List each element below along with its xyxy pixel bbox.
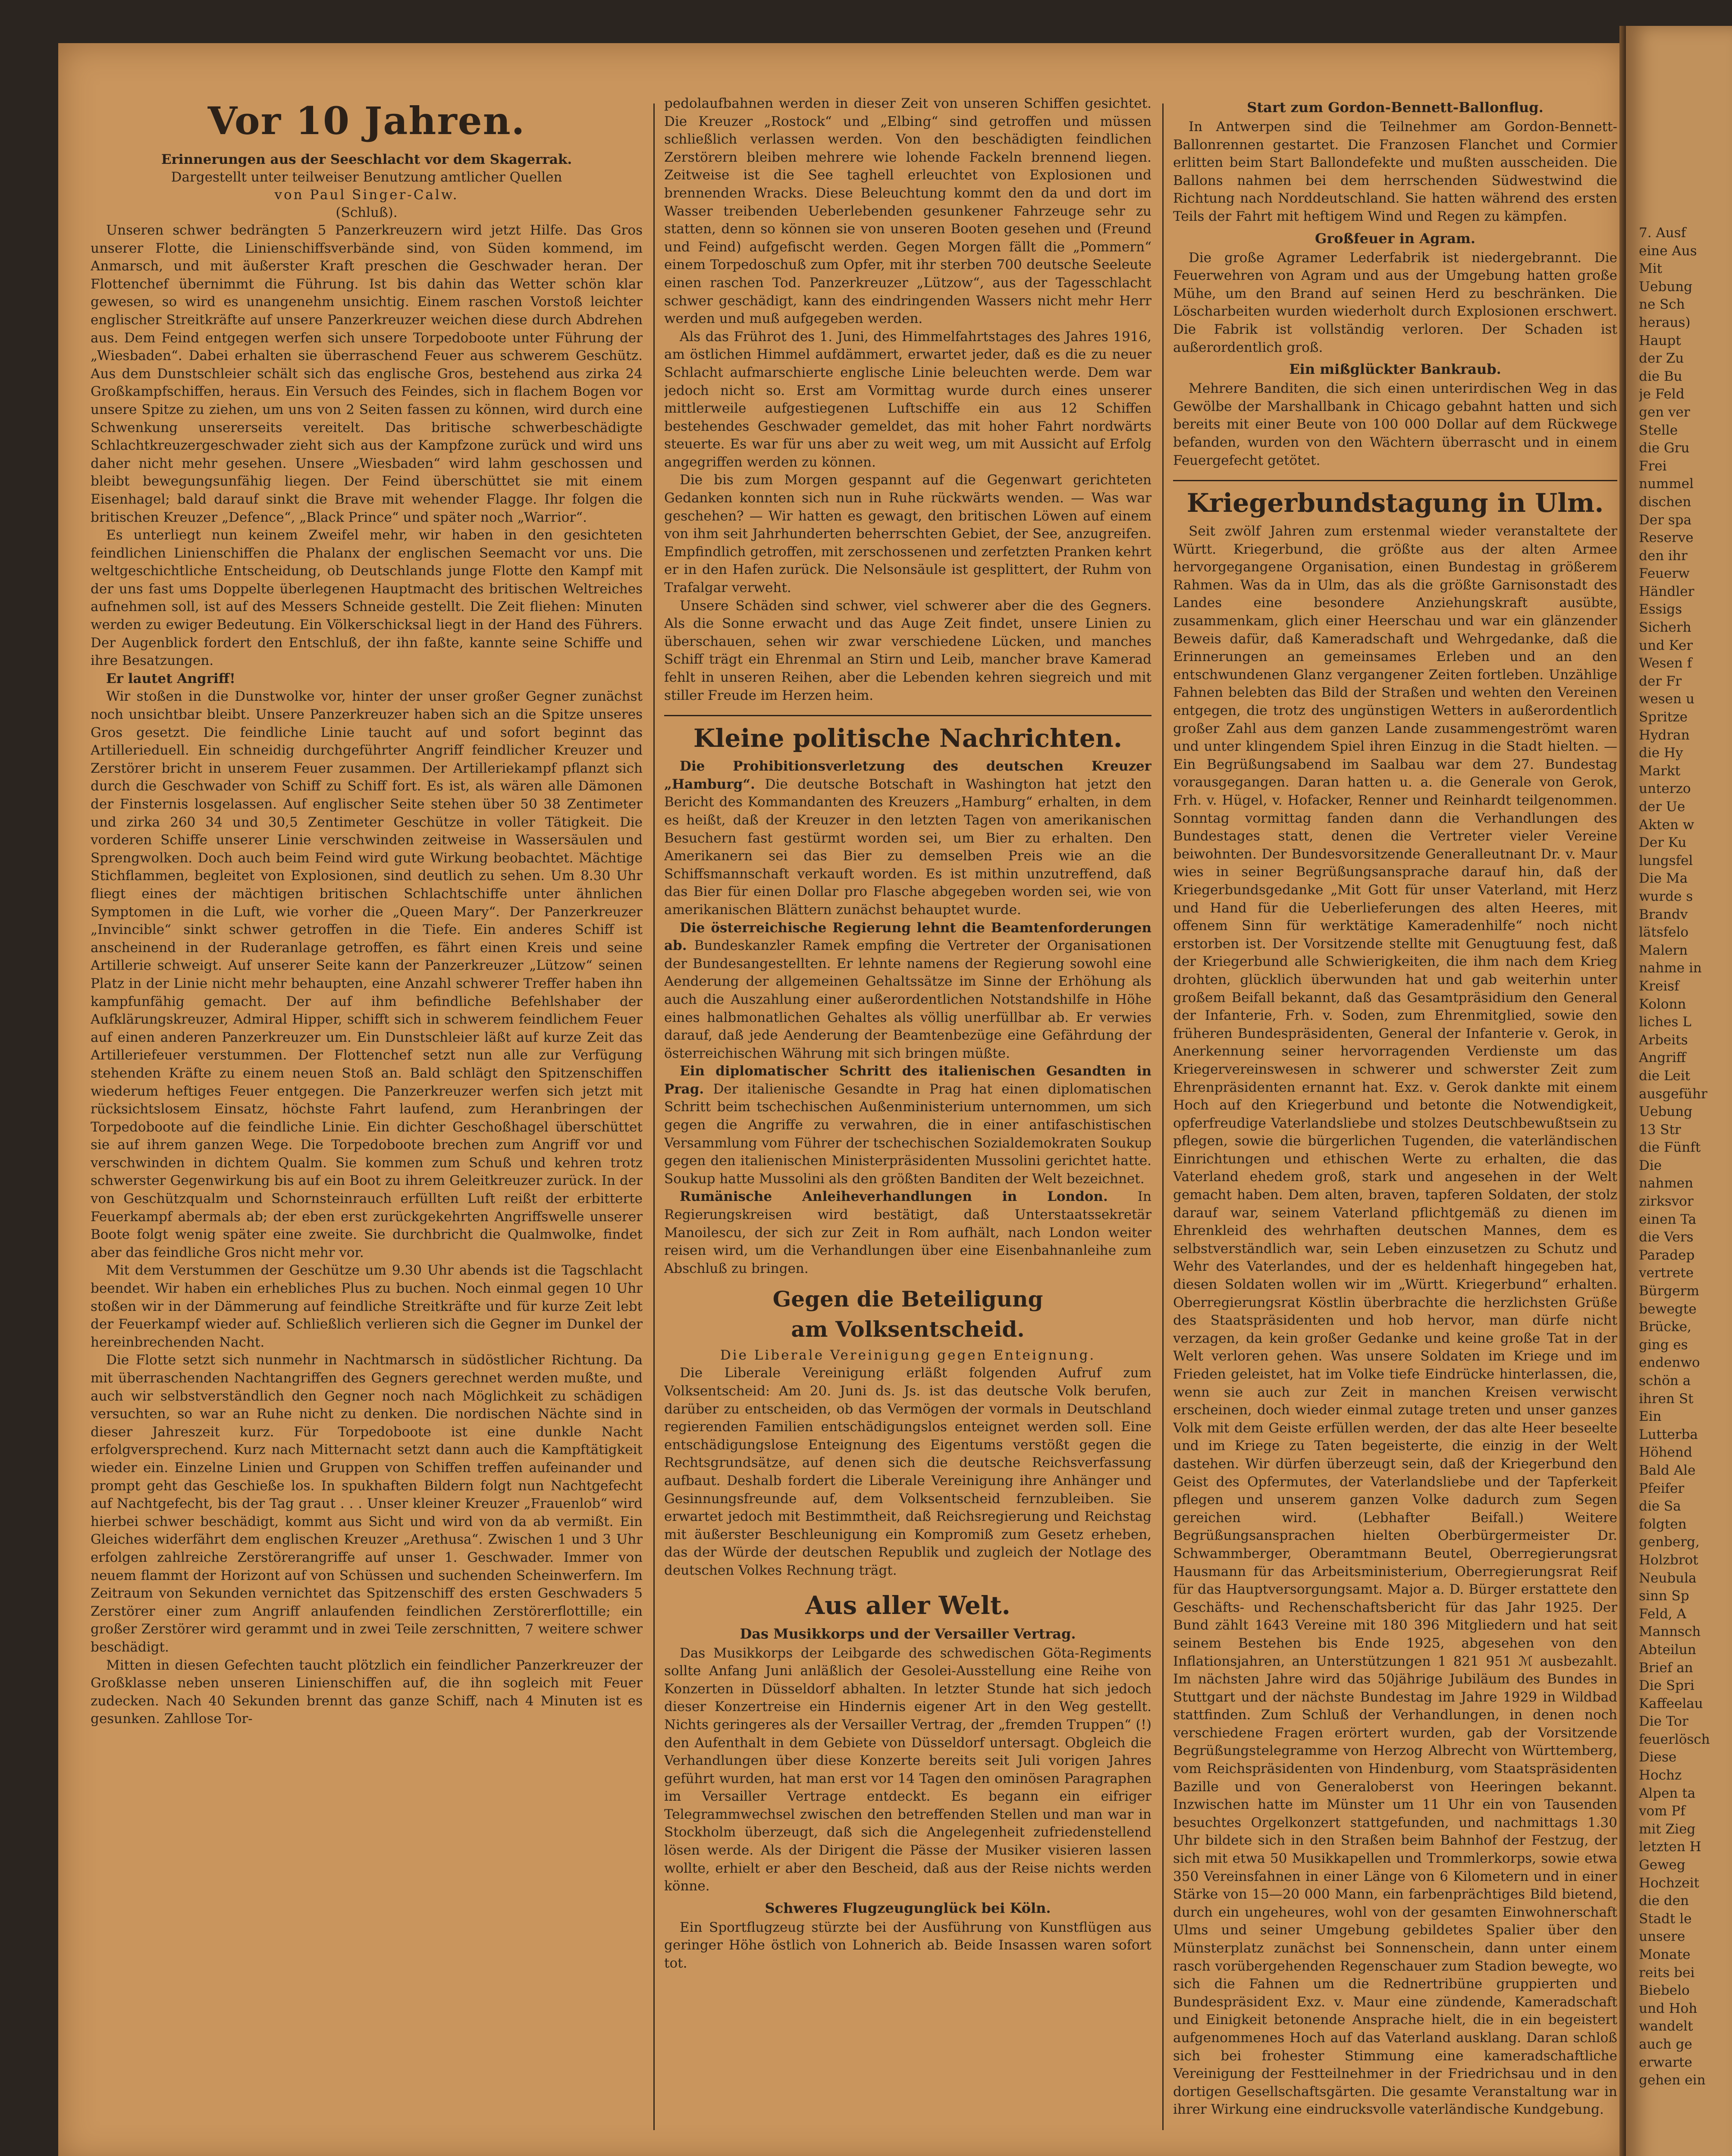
next-page-fragment-line: Brandv: [1639, 906, 1688, 922]
next-page-fragment-line: sinn Sp: [1639, 1588, 1689, 1604]
next-page-fragment-line: ne Sch: [1639, 297, 1685, 313]
next-page-fragment-line: schön a: [1639, 1373, 1691, 1388]
next-page-fragment-line: Arbeits: [1639, 1032, 1688, 1048]
next-page-fragment-line: Brief an: [1639, 1660, 1693, 1676]
article-heading: Großfeuer in Agram.: [1315, 230, 1475, 247]
next-page-fragment-line: Kaffeelau: [1639, 1695, 1703, 1711]
next-page-fragment-line: Malern: [1639, 942, 1688, 958]
next-page-fragment-line: Der spa: [1639, 512, 1692, 528]
next-page-fragment-line: den ihr: [1639, 548, 1688, 564]
paragraph: Die Flotte setzt sich nunmehr in Nachtmarsch in südöstlicher Richtung. Da mit überraschenden Nachtangriffen des Gegners gerechnet werden mußte, und auch wir selbstverständlich den Gegner noch nach Möglichkeit zu schädigen versuchten, so war an Ruhe nicht zu denken. Die nordischen Nächte sind in dieser Jahreszeit kurz. Für Torpedoboote ist eine dunkle Nacht erfolgversprechend. Kurz nach Mitternacht setzt dann auch die Kampftätigkeit wieder ein. Einzelne Linien und Gruppen von Schiffen treffen aufeinander und prompt geht das Geschieße los. In spukhaften Bildern folgt nun Nachtgefecht auf Nachtgefecht, bis der Tag graut . . . Unser kleiner Kreuzer „Frauenlob“ wird hierbei schwer beschädigt, kommt aus Sicht und wird von da ab vermißt. Ein Gleiches widerfährt dem englischen Kreuzer „Arethusa“. Zwischen 1 und 3 Uhr erfolgen zahlreiche Zerstörerangriffe auf unser 1. Geschwader. Immer von neuem flammt der Horizont auf von Schüssen und suchenden Scheinwerfern. Im Zeitraum von Sekunden vernichtet das Spitzenschiff des ersten Geschwaders 5 Zerstörer einer zum Angriff anlaufenden feindlichen Zerstörerflottille; ein großer Zerstörer wird gerammt und in zwei Teile zerschnitten, 7 weitere schwer beschädigt.: [91, 1352, 643, 1655]
next-page-fragment-line: wandelt: [1639, 2018, 1693, 2034]
next-page-fragment-line: wesen u: [1639, 691, 1694, 707]
next-page-fragment-line: der Ue: [1639, 799, 1685, 815]
newspaper-page: [58, 43, 1628, 2156]
next-page-fragment-line: der Zu: [1639, 351, 1684, 367]
next-page-fragment-line: mit Zieg: [1639, 1821, 1696, 1837]
news-lead: Die Prohibitionsverletzung des deutschen Kreuzer „Hamburg“.: [664, 758, 1152, 792]
next-page-fragment-line: die Hy: [1639, 745, 1683, 761]
section-heading: am Volksentscheid.: [791, 1316, 1025, 1342]
paragraph: Ein Sportflugzeug stürzte bei der Ausführung von Kunstflügen aus geringer Höhe östlich von Lohnerich ab. Beide Insassen waren sofort tot.: [664, 1919, 1152, 1971]
next-page-fragment-line: Die Spri: [1639, 1678, 1694, 1694]
next-page-fragment-line: Ein: [1639, 1409, 1662, 1425]
next-page-fragment-line: Uebung: [1639, 1104, 1693, 1120]
next-page-fragment-line: Lutterba: [1639, 1426, 1698, 1442]
next-page-fragment-line: gen ver: [1639, 404, 1690, 420]
next-page-fragment-line: letzten H: [1639, 1839, 1701, 1855]
next-page-fragment-line: Sicherh: [1639, 620, 1691, 636]
next-page-fragment-line: die Leit: [1639, 1068, 1691, 1084]
next-page-fragment-line: Essigs: [1639, 602, 1682, 617]
column-rule: [653, 103, 655, 2130]
next-page-fragment-line: Alpen ta: [1639, 1785, 1696, 1801]
section-heading: Kriegerbundstagung in Ulm.: [1186, 488, 1604, 519]
section-heading: Kleine politische Nachrichten.: [693, 724, 1123, 753]
next-page-fragment-line: Pfeifer: [1639, 1480, 1685, 1496]
next-page-fragment-line: Stadt le: [1639, 1911, 1692, 1927]
next-page-fragment-line: Die: [1639, 1157, 1662, 1173]
next-page-fragment-line: Feuerw: [1639, 566, 1690, 582]
paragraph: In Antwerpen sind die Teilnehmer am Gordon-Bennett-Ballonrennen gestartet. Die Franzosen Flanchet und Cormier erlitten beim Start Ballondefekte und mußten ausscheiden. Die Ballons nahmen bei dem herrschenden Südwestwind die Richtung nach Norddeutschland. Sie hatten während des ersten Teils der Fahrt mit heftigem Wind und Regen zu kämpfen.: [1173, 119, 1617, 224]
next-page-fragment-line: Bürgerm: [1639, 1283, 1699, 1299]
next-page-fragment-line: Frei: [1639, 458, 1667, 474]
next-page-fragments: [1639, 224, 1732, 2090]
paragraph: pedolaufbahnen werden in dieser Zeit von unseren Schiffen gesichtet. Die Kreuzer „Rostock“ und „Elbing“ sind getroffen und müssen schließlich verlassen werden. Von den beschädigten feindlichen Zerstörern bleiben mehrere wie lohende Fackeln brennend liegen. Zeitweise ist die See taghell erleuchtet von Explosionen und brennenden Wracks. Diese Beleuchtung kommt den da und dort im Wasser treibenden Ueberlebenden gesunkener Fahrzeuge sehr zu statten, denn so können sie von unseren Booten gesehen und (Freund und Feind) aufgefischt werden. Gegen Morgen fällt die „Pommern“ einem Torpedoschuß zum Opfer, mit ihr sterben 700 deutsche Seeleute einen raschen Tod. Panzerkreuzer „Lützow“, aus der Tagesschlacht schwer geschädigt, kann des eindringenden Wassers nicht mehr Herr werden und muß aufgegeben werden.: [664, 96, 1152, 327]
next-page-fragment-line: Kolonn: [1639, 996, 1686, 1012]
next-page-fragment-line: nahmen: [1639, 1175, 1694, 1191]
next-page-fragment-line: Kreisf: [1639, 978, 1679, 994]
next-page-fragment-line: Markt: [1639, 763, 1681, 779]
paragraph: Wir stoßen in die Dunstwolke vor, hinter der unser großer Gegner zunächst noch unsichtbar bleibt. Unsere Panzerkreuzer haben sich an die Spitze unseres Gros gesetzt. Die feindliche Linie taucht auf und sofort beginnt das Artillerieduell. Ein schneidig durchgeführter Angriff feindlicher Kreuzer und Zerstörer bricht in unserem Feuer zusammen. Der Artilleriekampf pflanzt sich durch die Geschwader von Schiff zu Schiff fort. Es ist, als wären alle Dämonen der Finsternis losgelassen. Auf englischer Seite stehen über 50 38 Zentimeter und zirka 260 34 und 30,5 Zentimeter Geschütze in voller Tätigkeit. Die vorderen Schiffe unserer Linie verschwinden zeitweise in Wassersäulen und Sprengwolken. Doch auch beim Feind wird gute Wirkung beobachtet. Mächtige Stichflammen, begleitet von Explosionen, sind deutlich zu sehen. Um 8.30 Uhr fliegt eines der mächtigen britischen Schlachtschiffe unter ähnlichen Symptomen in die Luft, wie vorher die „Queen Mary“. Der Panzerkreuzer „Invincible“ sinkt schwer getroffen in die Tiefe. Ein anderes Schiff ist anscheinend in der Ruderanlage getroffen, es fährt einen Kreis und seine Artillerie schweigt. Auf unserer Seite kann der Panzerkreuzer „Lützow“ seinen Platz in der Linie nicht mehr behaupten, eine Anzahl schwerer Treffer haben ihn kampfunfähig gemacht. Der auf ihm befindliche Befehlshaber der Aufklärungskreuzer, Admiral Hipper, schifft sich in schwerem feindlichem Feuer auf einen anderen Panzerkreuzer um. Ein Dunstschleier läßt auf kurze Zeit das Artilleriefeuer verstummen. Der Flottenchef setzt nun alle zur Verfügung stehenden Kräfte zu einem neuen Stoß an. Bald schlägt den Spitzenschiffen wiederum heftiges Feuer entgegen. Die Panzerkreuzer werfen sich jetzt mit rücksichtslosem Einsatz, höchste Fahrt laufend, zum Heranbringen der Torpedoboote auf die feindliche Linie. Ein dichter Geschoßhagel überschüttet sie auf ihrem ganzen Wege. Die Torpedoboote brechen zum Angriff vor und verschwinden in dichtem Qualm. Sie kommen zum Schuß und kehren trotz schwerster Gegenwirkung bis auf ein Boot zu ihrem Geleitkreuzer zurück. In der von Geschützqualm und Schornsteinrauch erfüllten Luft reißt der erbitterte Feuerkampf abermals ab; der eben erst zurückgekehrten Angriffswelle unserer Boote folgt wenig später eine zweite. Sie durchbricht die Qualmwolke, findet aber das feindliche Gros nicht mehr vor.: [91, 689, 643, 1260]
next-page-fragment-line: lätsfelo: [1639, 924, 1689, 940]
next-page-fragment-line: genberg,: [1639, 1534, 1700, 1550]
section-divider: [664, 715, 1152, 716]
article-heading: Start zum Gordon-Bennett-Ballonflug.: [1247, 99, 1544, 116]
next-page-fragment-line: 13 Str: [1639, 1122, 1681, 1138]
section-heading: Aus aller Welt.: [805, 1590, 1010, 1620]
next-page-fragment-line: Reserve: [1639, 530, 1694, 546]
paragraph: Unsere Schäden sind schwer, viel schwerer aber die des Gegners. Als die Sonne erwacht und das Auge Zeit findet, unsere Linien zu überschauen, sehen wir zwar verschiedene Lücken, und manches Schiff trägt ein Ehrenmal an Stirn und Leib, mancher brave Kamerad fehlt in unseren Reihen, aber die Lebenden kehren siegreich und mit stiller Freude im Herzen heim.: [664, 598, 1152, 703]
next-page-fragment-line: einen Ta: [1639, 1211, 1697, 1227]
next-page-fragment-line: nahme in: [1639, 960, 1702, 976]
byline-1: Dargestellt unter teilweiser Benutzung amtlicher Quellen: [171, 169, 562, 185]
next-page-fragment-line: Händler: [1639, 583, 1694, 599]
next-page-fragment-line: liches L: [1639, 1014, 1691, 1030]
paragraph: Das Musikkorps der Leibgarde des schwedischen Göta-Regiments sollte Anfang Juni anläßlich der Gesolei-Ausstellung eine Reihe von Konzerten in Düsseldorf abhalten. In letzter Stunde hat sich jedoch dieser Konzertreise ein Hindernis eigener Art in den Weg gestellt. Nichts geringeres als der Versailler Vertrag, der „fremden Truppen“ (!) den Aufenthalt in dem Gebiete von Düsseldorf untersagt. Obgleich die Verhandlungen über diese Konzerte bereits seit Juli vorigen Jahres geführt wurden, hat man erst vor 14 Tagen den ominösen Paragraphen im Versailler Vertrage entdeckt. Es begann ein eifriger Telegrammwechsel zwischen den betreffenden Stellen und man war in Stockholm überzeugt, daß sich die Angelegenheit zufriedenstellend lösen werde. Als der Dirigent die Pässe der Musiker visieren lassen wollte, erhielt er aber den Bescheid, daß aus der Reise nichts werden könne.: [664, 1645, 1152, 1894]
paragraph: Als das Frührot des 1. Juni, des Himmelfahrtstages des Jahres 1916, am östlichen Himmel aufdämmert, erwartet jeder, daß es die zu neuer Schlacht aufmarschierte englische Linie beleuchten werde. Dem war jedoch nicht so. Erst am Vormittag wurde durch eines unserer mittlerweile aufgestiegenen Luftschiffe ein aus 12 Schiffen bestehendes Geschwader gemeldet, das mit hoher Fahrt nordwärts steuerte. Es war für uns aber zu weit weg, um mit Aussicht auf Erfolg angegriffen werden zu können.: [664, 329, 1152, 470]
paragraph: Die bis zum Morgen gespannt auf die Gegenwart gerichteten Gedanken konnten sich nun in Ruhe rückwärts wenden. — Was war geschehen? — Wir hatten es gewagt, den britischen Löwen auf einem von ihm seit Jahrhunderten beherrschten Gebiet, der See, anzugreifen. Empfindlich getroffen, mit zerschossenen und zerfetzten Pranken kehrt er in den Hafen zurück. Die Nelsonsäule ist gesplittert, der Ruhm von Trafalgar verweht.: [664, 472, 1152, 596]
next-page-fragment-line: heraus): [1639, 314, 1691, 330]
next-page-fragment-line: Monate: [1639, 1947, 1691, 1962]
headline: Vor 10 Jahren.: [207, 98, 526, 143]
next-page-fragment-line: die Gru: [1639, 440, 1690, 456]
next-page-fragment-line: Angriff: [1639, 1050, 1686, 1066]
news-text: Die deutsche Botschaft in Washington hat jetzt den Bericht des Kommandanten des Kreuzers „Hamburg“ erhalten, in dem es heißt, daß der Kreuzer in den letzten Tagen von amerikanischen Besuchern fast gestürmt worden sei, um Bier zu erhalten. Den Amerikanern sei das Bier zu demselben Preis wie an die Schiffsmannschaft verkauft worden. Es ist mithin unzutreffend, daß das Bier für einen Dollar pro Flasche abgegeben worden sei, wie von amerikanischen Blättern zunächst behauptet wurde.: [664, 776, 1152, 918]
middle-column: [664, 95, 1152, 1973]
paragraph: Die große Agramer Lederfabrik ist niedergebrannt. Die Feuerwehren von Agram und aus der Umgebung hatten große Mühe, um den Brand auf seinen Herd zu beschränken. Die Löscharbeiten wurden wiederholt durch Explosionen erschwert. Die Fabrik ist vollständig verloren. Der Schaden ist außerordentlich groß.: [1173, 250, 1617, 355]
next-page-fragment-line: ihren St: [1639, 1391, 1694, 1407]
next-page-fragment-line: vertrete: [1639, 1265, 1694, 1281]
left-column: [91, 95, 643, 1728]
news-text: Bundeskanzler Ramek empfing die Vertreter der Organisationen der Bundesangestellten. Er lehnte namens der Regierung sowohl eine Aenderung der allgemeinen Gehaltssätze im Sinne der Erhöhung als auch die Auszahlung einer außerordentlichen Notstandshilfe in Höhe eines halbmonatlichen Gehaltes als völlig unerfüllbar ab. Er verwies darauf, daß jede Aenderung der Beamtenbezüge eine Gefährdung der österreichischen Währung mit sich bringen müßte.: [664, 938, 1152, 1061]
next-page-fragment-line: Haupt: [1639, 332, 1681, 348]
subtitle: Erinnerungen aus der Seeschlacht vor dem Skagerrak.: [161, 152, 572, 167]
next-page-fragment-line: Diese: [1639, 1749, 1677, 1765]
next-page-fragment-line: Der Ku: [1639, 835, 1687, 851]
next-page-fragment-line: folgten: [1639, 1516, 1687, 1532]
next-page-fragment-line: die Bu: [1639, 368, 1682, 384]
news-text: In Regierungskreisen wird bestätigt, daß Unterstaatssekretär Manoilescu, der sich zur Zeit in Rom aufhält, nach London weiter reisen wird, um die Verhandlungen über eine Eisenbahnanleihe zum Abschluß zu bringen.: [664, 1189, 1152, 1276]
next-page-fragment-line: zirksvor: [1639, 1194, 1694, 1210]
next-page-fragment-line: 7. Ausf: [1639, 225, 1686, 241]
next-page-fragment-line: der Fr: [1639, 673, 1682, 689]
next-page-fragment-line: Mit: [1639, 261, 1663, 277]
next-page-fragment-line: reits bei: [1639, 1965, 1695, 1981]
next-page-fragment-line: die Vers: [1639, 1229, 1694, 1245]
paragraph: Mit dem Verstummen der Geschütze um 9.30 Uhr abends ist die Tagschlacht beendet. Wir haben ein erhebliches Plus zu buchen. Noch einmal gegen 10 Uhr stoßen wir in der Dämmerung auf feindliche Streitkräfte und für kurze Zeit lebt der Feuerkampf wieder auf. Schließlich verlieren sich die Gegner im Dunkel der hereinbrechenden Nacht.: [91, 1263, 643, 1350]
next-page-fragment-line: bewegte: [1639, 1301, 1697, 1317]
section-subtitle: Die Liberale Vereinigung gegen Enteignung.: [720, 1348, 1096, 1363]
next-page-fragment-line: ging es: [1639, 1337, 1688, 1353]
news-lead: Rumänische Anleiheverhandlungen in London.: [680, 1189, 1108, 1205]
right-column: [1173, 95, 1617, 2119]
section-divider: [1173, 480, 1617, 481]
next-page-fragment-line: Hydran: [1639, 727, 1690, 743]
next-page-fragment-line: auch ge: [1639, 2036, 1692, 2052]
next-page-fragment-line: Hochz: [1639, 1767, 1682, 1783]
next-page-fragment-line: Bald Ale: [1639, 1462, 1696, 1478]
next-page-fragment-line: unterzo: [1639, 781, 1691, 797]
next-page-fragment-line: Abteilun: [1639, 1642, 1696, 1658]
article-heading: Das Musikkorps und der Versailler Vertrag.: [740, 1625, 1076, 1642]
next-page-fragment-line: ausgeführ: [1639, 1086, 1707, 1102]
next-page-fragment-line: vom Pf: [1639, 1803, 1685, 1819]
byline-3: (Schluß).: [336, 205, 398, 220]
next-page-fragment-line: dischen: [1639, 494, 1691, 510]
news-lead: Ein diplomatischer Schritt des italienischen Gesandten in Prag.: [664, 1063, 1152, 1097]
next-page-fragment-line: Akten w: [1639, 817, 1694, 833]
next-page-fragment-line: wurde s: [1639, 888, 1693, 904]
article-heading: Schweres Flugzeugunglück bei Köln.: [765, 1899, 1051, 1916]
article-heading: Ein mißglückter Bankraub.: [1289, 361, 1501, 378]
next-page-fragment-line: erwarte: [1639, 2054, 1692, 2070]
paragraph: Es unterliegt nun keinem Zweifel mehr, wir haben in den gesichteten feindlichen Linienschiffen die Phalanx der englischen Seemacht vor uns. Die weltgeschichtliche Entscheidung, ob Deutschlands junge Flotte den Kampf mit der uns fast ums Doppelte überlegenen Hauptmacht des britischen Weltreiches aufnehmen soll, ist auf des Messers Schneide gestellt. Die Zeit fliehen: Minuten werden zu ewiger Bedeutung. Ein Völkerschicksal liegt in der Hand des Führers. Der Augenblick fordert den Entschluß, der ihn faßte, kannte seine Schiffe und ihre Besatzungen.: [91, 527, 643, 669]
next-page-fragment-line: die Fünft: [1639, 1140, 1701, 1156]
paragraph: Mitten in diesen Gefechten taucht plötzlich ein feindlicher Panzerkreuzer der Großklasse neben unseren Linienschiffen auf, die ihn sogleich mit Feuer zudecken. Nach 40 Sekunden brennt das ganze Schiff, nach 4 Minuten ist es gesunken. Zahllose Tor-: [91, 1657, 643, 1727]
next-page-fragment-line: Uebung: [1639, 279, 1693, 295]
section-heading: Gegen die Beteiligung: [772, 1286, 1043, 1312]
news-text: Der italienische Gesandte in Prag hat einen diplomatischen Schritt beim tschechischen Außenministerium unternommen, um sich gegen die Angriffe zu verwahren, die in einer antifaschistischen Versammlung vom Führer der tschechischen Sozialdemokraten Soukup gegen den italienischen Ministerpräsidenten Mussolini gerichtet hatte. Soukup hatte Mussolini als den größten Banditen der Welt bezeichnet.: [664, 1081, 1152, 1187]
next-page-fragment-line: eine Aus: [1639, 243, 1697, 259]
next-page-fragment-line: feuerlösch: [1639, 1731, 1710, 1747]
next-page-fragment-line: gehen ein: [1639, 2072, 1706, 2088]
byline-2: von Paul Singer-Calw.: [274, 187, 459, 203]
next-page-fragment-line: und Hoh: [1639, 2000, 1697, 2016]
next-page-fragment-line: Brücke,: [1639, 1319, 1691, 1335]
news-lead: Die österreichische Regierung lehnt die Beamtenforderungen ab.: [664, 920, 1152, 954]
next-page-fragment-line: lungsfel: [1639, 852, 1693, 868]
next-page-fragment-line: und Ker: [1639, 637, 1693, 653]
next-page-fragment-line: nummel: [1639, 476, 1694, 492]
next-page-fragment-line: je Feld: [1639, 386, 1685, 402]
next-page-fragment-line: Die Ma: [1639, 871, 1688, 887]
paragraph: Seit zwölf Jahren zum erstenmal wieder veranstaltete der Württ. Kriegerbund, die größte aus der alten Armee hervorgegangene Organisation, einen Bundestag in größerem Rahmen. Was da in Ulm, das als die größte Garnisonstadt des Landes eine besondere Anziehungskraft ausübte, zusammenkam, glich einer Heerschau und war ein glänzender Beweis dafür, daß Kameradschaft und Wehrgedanke, daß die Erinnerungen an gemeinsames Erleben und an den entschwundenen Glanz vergangener Zeiten fortleben. Unzählige Fahnen belebten das Bild der Straßen und wehten den Vereinen entgegen, die trotz des ungünstigen Wetters in außerordentlich großer Zahl aus dem ganzen Lande zusammengeströmt waren und unter klingendem Spiel ihren Einzug in die Stadt hielten. — Ein Begrüßungsabend im Saalbau war dem 27. Bundestag vorausgegangen. Daran hatten u. a. die Generale von Gerok, Frh. v. Hügel, v. Hofacker, Renner und Reinhardt teilgenommen. Sonntag vormittag fanden dann die Verhandlungen des Bundestages statt, denen die Vertreter vieler Vereine beiwohnten. Der Bundesvorsitzende Generalleutnant Dr. v. Maur wies in seiner Begrüßungsansprache darauf hin, daß der Kriegerbundsgedanke „Mit Gott für unser Vaterland, mit Herz und Hand für die Ueberlieferungen des alten Heeres, mit offenem Sinn für werktätige Kameradenhilfe“ noch nicht erstorben ist. Der Vorsitzende stellte mit Genugtuung fest, daß der Kriegerbund alle Schwierigkeiten, die ihm nach dem Krieg drohten, glücklich überwunden hat und gab weiterhin unter großem Beifall bekannt, daß das Gesamtpräsidium den General der Infanterie, Frh. v. Soden, zum Ehrenmitglied, sowie den früheren Bundespräsidenten, General der Infanterie v. Gerok, in Anerkennung seiner hervorragenden Verdienste um das Kriegervereinswesen in schwerer und schwerster Zeit zum Ehrenpräsidenten ernannt hat. Exz. v. Gerok dankte mit einem Hoch auf den Kriegerbund und betonte die Notwendigkeit, opferfreudige Vaterlandsliebe und stolzes Deutschbewußtsein zu pflegen, sowie die bürgerlichen Tugenden, die vaterländischen Einrichtungen und ethischen Werte zu erhalten, die das Vaterland ehedem groß, stark und angesehen in der Welt gemacht haben. Dem alten, braven, tapferen Soldaten, der stolz darauf war, seinem Vaterland pflichtgemäß zu dienen im Ehrenkleid des wehrhaften deutschen Mannes, dem es selbstverständlich war, sein Leben einzusetzen zu Schutz und Wehr des Vaterlandes, und der es heldenhaft hingegeben hat, diesen Soldaten wollen wir im „Württ. Kriegerbund“ erhalten. Oberregierungsrat Köstlin überbrachte die herzlichsten Grüße des Staatspräsidenten und hob hervor, man dürfe nicht verzagen, da kein großer Gedanke und keine große Tat in der Welt verloren gehen. Was unsere Soldaten im Kriege und im Frieden geleistet, hat im Volke tiefe Eindrücke hinterlassen, die, wenn sie auch zur Zeit in manchen Kreisen verwischt erscheinen, doch wieder einmal zutage treten und unser ganzes Volk mit dem Geiste erfüllen werden, der das alte Heer beseelte und im Kriege zu Taten begeisterte, die einzig in der Welt dastehen. Wir dürfen überzeugt sein, daß der Kriegerbund den Geist des Opfermutes, der Vaterlandsliebe und der Tapferkeit pflegen und unserem ganzen Volke dadurch zum Segen gereichen wird. (Lebhafter Beifall.) Weitere Begrüßungsansprachen hielten Oberbürgermeister Dr. Schwammberger, Oberamtmann Beutel, Oberregierungsrat Hausmann für das Arbeitsministerium, Oberregierungsrat Reif für das Hauptversorgungsamt. Major a. D. Bürger erstattete den Geschäfts- und Rechenschaftsbericht für das Jahr 1925. Der Bund zählt 1643 Vereine mit 180 396 Mitgliedern und hat seit seinem Bestehen bis Ende 1925, abgesehen von den Inflationsjahren, an Unterstützungen 1 821 951 ℳ ausbezahlt. Im nächsten Jahre wird das 50jährige Jubiläum des Bundes in Stuttgart und der nächste Bundestag im Jahre 1929 in Wildbad stattfinden. Zum Schluß der Verhandlungen, in denen noch verschiedene Fragen erörtert wurden, gab der Vorsitzende Begrüßungstelegramme von Herzog Albrecht von Württemberg, vom Reichspräsidenten von Hindenburg, vom Staatspräsidenten Bazille und von Generaloberst von Heeringen bekannt. Inzwischen hatte im Münster um 11 Uhr ein von Tausenden besuchtes Orgelkonzert stattgefunden, und nachmittags 1.30 Uhr bildete sich in den Straßen beim Bahnhof der Festzug, der sich mit etwa 50 Musikkapellen und Trommlerkorps, sowie etwa 350 Vereinsfahnen in einer Länge von 6 Kilometern und in einer Stärke von 15—20 000 Mann, ein farbenprächtiges Bild bietend, durch ein ungeheures, wohl von der gesamten Einwohnerschaft Ulms und seiner Umgebung gebildetes Spalier über den Münsterplatz zunächst bei Sonnenschein, dann unter einem rasch vorübergehenden Regenschauer zum Stadion bewegte, wo sich die Fahnen um die Rednertribüne gruppierten und Bundespräsident Exz. v. Maur eine zündende, Kameradschaft und Einigkeit betonende Ansprache hielt, die in ein begeistert aufgenommenes Hoch auf das Vaterland ausklang. Daran schloß sich bei frohester Stimmung eine kameradschaftliche Vereinigung der Festteilnehmer in der Friedrichsau und in den dortigen Gesellschaftsgärten. Die gesamte Veranstaltung war in ihrer Wirkung eine eindrucksvolle vaterländische Kundgebung.: [1173, 523, 1617, 2118]
next-page-fragment-line: Höhend: [1639, 1445, 1692, 1460]
next-page-fragment-line: die den: [1639, 1893, 1689, 1909]
paragraph: Unseren schwer bedrängten 5 Panzerkreuzern wird jetzt Hilfe. Das Gros unserer Flotte, die Linienschiffsverbände sind, von Süden kommend, im Anmarsch, und mit äußerster Kraft preschen die Geschwader heran. Der Flottenchef übernimmt die Führung. Ist bis dahin das Wetter schön klar gewesen, so wird es unangenehm unsichtig. Einem raschen Vorstoß leichter englischer Streitkräfte auf unsere Panzerkreuzer weichen diese durch Abdrehen aus. Dem Feind entgegen werfen sich unsere Torpedoboote unter Führung der „Wiesbaden“. Dabei erhalten sie überraschend Feuer aus schwerem Geschütz. Aus dem Dunstschleier schält sich das englische Gros, bestehend aus zirka 24 Großkampfschiffen, heraus. Ein Versuch des Feindes, sich in flachem Bogen vor unsere Spitze zu ziehen, um uns von 2 Seiten fassen zu können, wird durch eine Schwenkung unsererseits vereitelt. Das britische schwerbeschädigte Schlachtkreuzergeschwader zieht sich aus der Kampfzone zurück und wird uns daher nicht mehr gesehen. Unsere „Wiesbaden“ wird lahm geschossen und bleibt bewegungsunfähig liegen. Der Feind überschüttet sie mit einem Eisenhagel; bald darauf sinkt die Brave mit wehender Flagge. Ihr folgen die britischen Kreuzer „Defence“, „Black Prince“ und später noch „Warrior“.: [91, 222, 643, 525]
next-page-fragment-line: Wesen f: [1639, 655, 1692, 671]
paragraph: Mehrere Banditen, die sich einen unterirdischen Weg in das Gewölbe der Marshallbank in Chicago gebahnt hatten und sich bereits mit einer Beute von 100 000 Dollar auf dem Rückwege befanden, wurden von den Wächtern überrascht und in einem Feuergefecht getötet.: [1173, 381, 1617, 468]
next-page-fragment-line: Die Tor: [1639, 1714, 1688, 1730]
paragraph: Er lautet Angriff!: [106, 671, 235, 686]
column-rule: [1162, 103, 1164, 2130]
next-page-fragment-line: Spritze: [1639, 709, 1688, 725]
next-page-fragment-line: unsere: [1639, 1929, 1685, 1945]
next-page-fragment-line: Holzbrot: [1639, 1552, 1698, 1568]
next-page-fragment-line: die Sa: [1639, 1498, 1681, 1514]
next-page-fragment-line: Mannsch: [1639, 1624, 1701, 1640]
next-page-fragment-line: Feld, A: [1639, 1606, 1687, 1622]
next-page-fragment-line: Biebelo: [1639, 1983, 1690, 1999]
next-page-fragment-line: Neubula: [1639, 1570, 1697, 1586]
next-page-fragment-line: Geweg: [1639, 1857, 1685, 1873]
next-page-fragment-line: Stelle: [1639, 422, 1678, 438]
next-page-fragment-line: endenwo: [1639, 1355, 1700, 1371]
next-page-fragment-line: Hochzeit: [1639, 1875, 1700, 1891]
paragraph: Die Liberale Vereinigung erläßt folgenden Aufruf zum Volksentscheid: Am 20. Juni ds. Js. ist das deutsche Volk berufen, darüber zu entscheiden, ob das Vermögen der vormals in Deutschland regierenden Familien entschädigungslos enteignet werden soll. Eine entschädigungslose Enteignung des Eigentums verstößt gegen die Rechtsgrundsätze, auf denen sich die deutsche Reichsverfassung aufbaut. Deshalb fordert die Liberale Vereinigung ihre Anhänger und Gesinnungsfreunde auf, dem Volksentscheid fernzubleiben. Sie erwartet jedoch mit Bestimmtheit, daß Reichsregierung und Reichstag mit äußerster Beschleunigung ein Kompromiß zum Gesetz erheben, das der Würde der deutschen Republik und zugleich der Notlage des deutschen Volkes Rechnung trägt.: [664, 1365, 1152, 1578]
next-page-fragment-line: Paradep: [1639, 1247, 1695, 1263]
